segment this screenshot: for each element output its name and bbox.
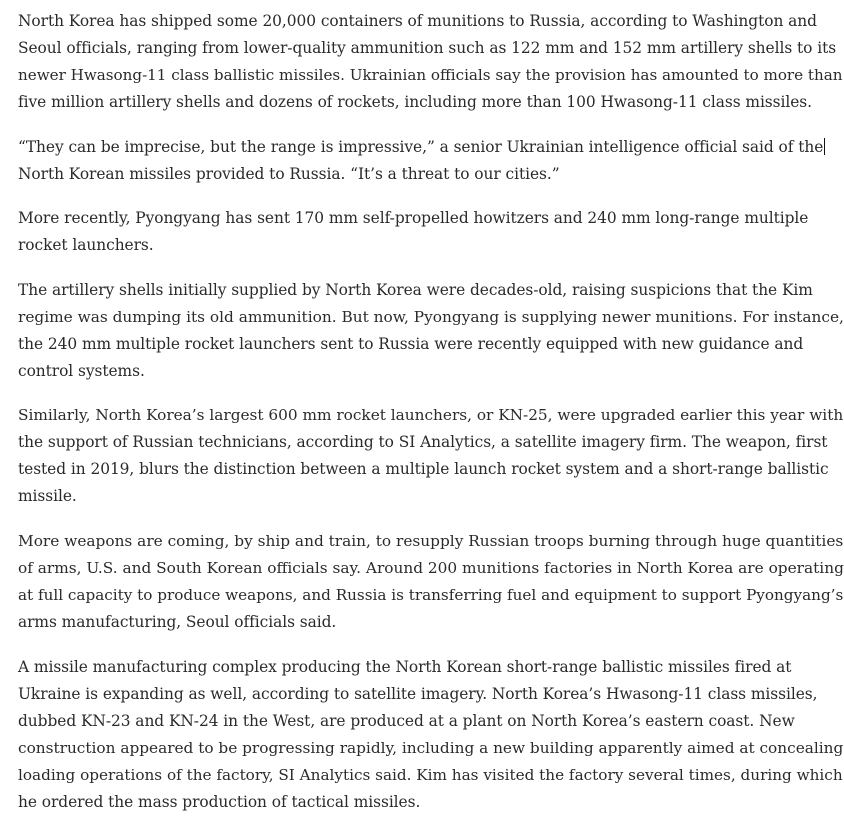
paragraph-7[interactable]	[18, 654, 844, 816]
paragraph-line: newer Hwasong-11 class ballistic missiles. Ukrainian officials say the provision has amounted to more than	[18, 66, 843, 84]
paragraph-line: The artillery shells initially supplied by North Korea were decades-old, raising suspicions that the Kim	[18, 281, 813, 299]
paragraph-line: he ordered the mass production of tactical missiles.	[18, 793, 421, 811]
paragraph-line: regime was dumping its old ammunition. But now, Pyongyang is supplying newer munitions. For instance,	[18, 308, 844, 326]
paragraph-line: loading operations of the factory, SI Analytics said. Kim has visited the factory several times, during which	[18, 766, 843, 784]
paragraph-line: the 240 mm multiple rocket launchers sent to Russia were recently equipped with new guidance and	[18, 335, 804, 353]
paragraph-line: missile.	[18, 487, 77, 505]
paragraph-1[interactable]	[18, 8, 843, 116]
paragraph-3[interactable]	[18, 205, 838, 259]
paragraph-line-with-caret	[18, 134, 838, 161]
paragraph-4[interactable]	[18, 277, 844, 385]
paragraph-line: the support of Russian technicians, according to SI Analytics, a satellite imagery firm. The weapon, first	[18, 433, 828, 451]
paragraph-line: tested in 2019, blurs the distinction between a multiple launch rocket system and a short-range ballistic	[18, 460, 829, 478]
paragraph-line: A missile manufacturing complex producing the North Korean short-range ballistic missiles fired at	[18, 658, 792, 676]
paragraph-line: More recently, Pyongyang has sent 170 mm self-propelled howitzers and 240 mm long-range multiple	[18, 209, 809, 227]
paragraph-line: of arms, U.S. and South Korean officials say. Around 200 munitions factories in North Korea are operating	[18, 559, 844, 577]
text-cursor	[824, 138, 825, 155]
paragraph-5[interactable]	[18, 402, 844, 510]
paragraph-line: Seoul officials, ranging from lower-quality ammunition such as 122 mm and 152 mm artillery shells to its	[18, 39, 837, 57]
paragraph-6[interactable]	[18, 528, 844, 636]
paragraph-line: control systems.	[18, 362, 145, 380]
paragraph-line: arms manufacturing, Seoul officials said.	[18, 613, 337, 631]
paragraph-2[interactable]	[18, 134, 838, 188]
paragraph-line: construction appeared to be progressing rapidly, including a new building apparently aimed at concealing	[18, 739, 844, 757]
paragraph-line-text: “They can be imprecise, but the range is impressive,” a senior Ukrainian intelligence official said of the	[18, 138, 824, 156]
paragraph-line: at full capacity to produce weapons, and Russia is transferring fuel and equipment to support Pyongyang’s	[18, 586, 844, 604]
paragraph-line: Ukraine is expanding as well, according to satellite imagery. North Korea’s Hwasong-11 class missiles,	[18, 685, 818, 703]
paragraph-line: dubbed KN-23 and KN-24 in the West, are produced at a plant on North Korea’s eastern coast. New	[18, 712, 795, 730]
paragraph-line: rocket launchers.	[18, 236, 154, 254]
paragraph-line: More weapons are coming, by ship and train, to resupply Russian troops burning through huge quantities	[18, 532, 844, 550]
paragraph-line: Similarly, North Korea’s largest 600 mm rocket launchers, or KN-25, were upgraded earlier this year with	[18, 406, 844, 424]
paragraph-line: North Korean missiles provided to Russia. “It’s a threat to our cities.”	[18, 165, 560, 183]
paragraph-line: five million artillery shells and dozens of rockets, including more than 100 Hwasong-11 class missiles.	[18, 93, 812, 111]
paragraph-line: North Korea has shipped some 20,000 containers of munitions to Russia, according to Washington and	[18, 12, 817, 30]
